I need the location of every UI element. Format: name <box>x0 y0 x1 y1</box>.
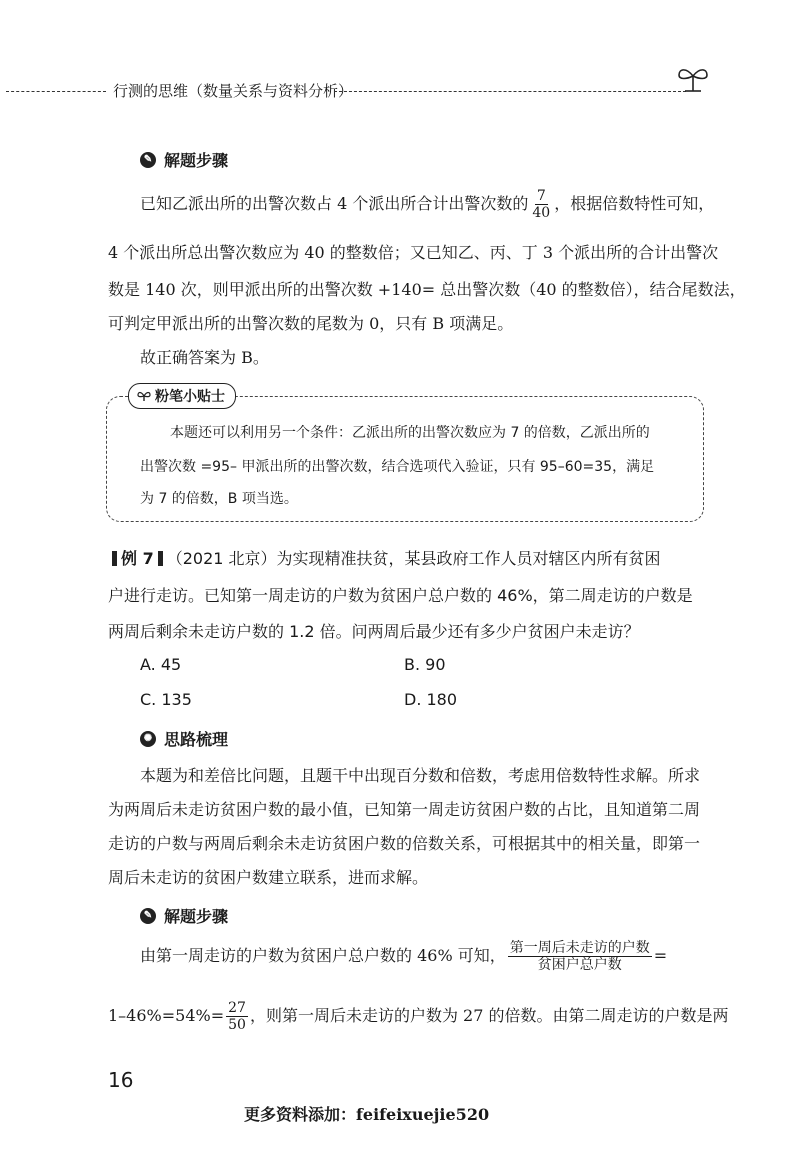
example-text: （2021 北京）为实现精准扶贫，某县政府工作人员对辖区内所有贫困 <box>166 549 661 568</box>
fraction-denominator: 贫困户总户数 <box>537 957 622 973</box>
equals-sign: = <box>653 946 668 965</box>
fraction-numerator: 第一周后未走访的户数 <box>509 940 650 956</box>
thinking-line-4: 周后未走访的贫困户数建立联系，进而求解。 <box>108 868 429 887</box>
lightbulb-icon: ✺ <box>140 731 156 747</box>
running-header-title: 行测的思维（数量关系与资料分析） <box>113 82 354 100</box>
header-rule-left <box>6 91 106 92</box>
pencil-icon: ✎ <box>140 152 156 168</box>
section-solution-steps-1 <box>140 148 228 171</box>
header-rule-right <box>334 91 686 92</box>
fraction-denominator: 40 <box>532 205 551 221</box>
solution-2-line-1 <box>140 940 708 973</box>
example-label: 例 7 <box>121 549 154 568</box>
option-a: A. 45 <box>140 655 182 674</box>
text: 已知乙派出所的出警次数占 4 个派出所合计出警次数的 <box>140 194 529 213</box>
thinking-line-3: 走访的户数与两周后剩余未走访贫困户数的倍数关系，可根据其中的相关量，即第一 <box>108 834 701 853</box>
fraction-denominator: 50 <box>228 1017 246 1033</box>
fraction-7-40 <box>530 188 552 221</box>
sprout-icon <box>137 390 151 402</box>
solution-2-line-2 <box>108 1000 729 1033</box>
option-c: C. 135 <box>140 690 192 709</box>
section-thinking <box>140 727 228 750</box>
section-solution-steps-2 <box>140 904 228 927</box>
page-number: 16 <box>108 1068 134 1092</box>
fraction-ratio <box>508 940 652 973</box>
fraction-numerator: 7 <box>536 188 546 204</box>
section-label: 解题步骤 <box>164 151 229 170</box>
example-line-3: 两周后剩余未走访户数的 1.2 倍。问两周后最少还有多少户贫困户未走访？ <box>108 622 640 641</box>
pencil-icon: ✎ <box>140 908 156 924</box>
example-bar-right <box>158 551 163 566</box>
solution-1-line-4: 可判定甲派出所的出警次数的尾数为 0，只有 B 项满足。 <box>108 314 514 333</box>
tip-line-1: 本题还可以利用另一个条件：乙派出所的出警次数应为 7 的倍数，乙派出所的 <box>170 425 650 441</box>
fraction-numerator: 27 <box>228 1000 246 1016</box>
example-line-2: 户进行走访。已知第一周走访的户数为贫困户总户数的 46%，第二周走访的户数是 <box>108 586 693 605</box>
sprout-icon <box>676 63 710 93</box>
solution-1-line-3: 数是 140 次，则甲派出所的出警次数 +140= 总出警次数（40 的整数倍），结合尾数法， <box>108 280 746 299</box>
footer-note: 更多资料添加：feifeixuejie520 <box>244 1105 490 1124</box>
tip-tag <box>128 383 236 409</box>
solution-1-line-1 <box>140 188 740 221</box>
example-line-1 <box>108 546 661 569</box>
tip-line-2: 出警次数 =95– 甲派出所的出警次数，结合选项代入验证，只有 95–60=35，满足 <box>140 459 655 475</box>
text: ，根据倍数特性可知， <box>554 194 715 213</box>
fraction-27-50 <box>226 1000 248 1033</box>
tip-line-3: 为 7 的倍数，B 项当选。 <box>140 491 298 507</box>
section-label: 思路梳理 <box>164 730 229 749</box>
thinking-line-1: 本题为和差倍比问题，且题干中出现百分数和倍数，考虑用倍数特性求解。所求 <box>140 766 701 785</box>
solution-1-answer: 故正确答案为 B。 <box>140 348 269 367</box>
option-d: D. 180 <box>404 690 458 709</box>
text: ，则第一周后未走访的户数为 27 的倍数。由第二周走访的户数是两 <box>249 1006 729 1025</box>
text: 由第一周走访的户数为贫困户总户数的 46% 可知， <box>140 946 506 965</box>
solution-1-line-2: 4 个派出所总出警次数应为 40 的整数倍；又已知乙、丙、丁 3 个派出所的合计出警次 <box>108 243 719 262</box>
text: 1–46%=54%= <box>108 1006 225 1025</box>
example-bar-left <box>112 551 117 566</box>
section-label: 解题步骤 <box>164 907 229 926</box>
tip-label: 粉笔小贴士 <box>155 389 225 405</box>
thinking-line-2: 为两周后未走访贫困户数的最小值，已知第一周走访贫困户数的占比，且知道第二周 <box>108 800 701 819</box>
option-b: B. 90 <box>404 655 446 674</box>
